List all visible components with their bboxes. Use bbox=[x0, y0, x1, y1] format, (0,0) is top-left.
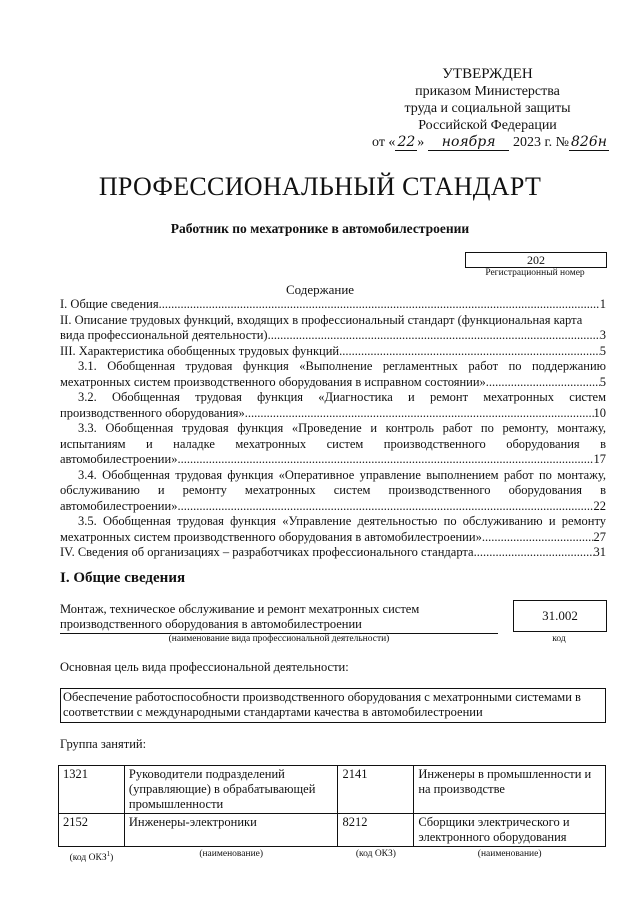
toc-entry[interactable]: автомобилестроении» ..... 22 bbox=[60, 499, 606, 515]
toc-entry-text[interactable]: 3.4. Обобщенная трудовая функция «Оперативное управление выполнением работ по монтажу, bbox=[78, 467, 606, 482]
occupation-name-cell: Инженеры-электроники bbox=[124, 814, 338, 847]
toc-entry-text[interactable]: 3.2. Обобщенная трудовая функция «Диагностика и ремонт мехатронных систем bbox=[78, 390, 606, 404]
toc-entry[interactable]: мехатронных систем производственного оборудования в автомобилестроении» ..... 27 bbox=[60, 530, 606, 546]
toc-entry-text[interactable]: 3.1. Обобщенная трудовая функция «Выполнение регламентных работ по поддержанию bbox=[78, 359, 606, 373]
occupation-name-caption: (наименование) bbox=[477, 849, 542, 859]
table-footer-row bbox=[59, 847, 606, 867]
goal-box: Обеспечение работоспособности производственного оборудования с мехатронными системами в соответствии с международными стандартами качества в автомобилестроении bbox=[60, 688, 606, 723]
okz-code-cell: 1321 bbox=[59, 766, 125, 814]
toc-entry[interactable]: вида профессиональной деятельности) ..... 3 bbox=[60, 328, 606, 344]
activity-kind-label: (наименование вида профессиональной деятельности) bbox=[168, 634, 390, 644]
section-heading: I. Общие сведения bbox=[60, 570, 186, 586]
occupation-name-cell: Сборщики электрического и электронного оборудования bbox=[414, 814, 606, 847]
occupation-group-label: Группа занятий: bbox=[60, 737, 147, 751]
approval-date: от « 22 » ноября 2023 г. № 826н bbox=[372, 134, 607, 150]
handwritten-day: 22 bbox=[397, 134, 416, 150]
approval-line: приказом Министерства bbox=[415, 84, 560, 99]
registration-number-label: Регистрационный номер bbox=[485, 268, 585, 278]
handwritten-number: 826н bbox=[571, 134, 607, 150]
approval-line: УТВЕРЖДЕН bbox=[442, 66, 533, 82]
okz-code-caption: (код ОКЗ) bbox=[355, 849, 396, 859]
occupation-table bbox=[58, 765, 606, 866]
activity-code-label: код bbox=[552, 634, 566, 644]
toc-entry[interactable]: IV. Сведения об организациях – разработчиках профессионального стандарта ..... 31 bbox=[60, 545, 606, 561]
okz-code-cell: 2141 bbox=[338, 766, 414, 814]
toc-title: Содержание bbox=[285, 282, 355, 297]
document-subtitle: Работник по мехатронике в автомобилестроении bbox=[170, 221, 470, 236]
okz-code-cell: 2152 bbox=[59, 814, 125, 847]
toc-entry-text[interactable]: 3.3. Обобщенная трудовая функция «Проведение и контроль работ по ремонту, монтажу, bbox=[78, 421, 606, 435]
toc-entry-text[interactable]: испытаниям и наладке мехатронных систем производственного оборудования в bbox=[60, 436, 606, 451]
document-title: ПРОФЕССИОНАЛЬНЫЙ СТАНДАРТ bbox=[98, 172, 542, 201]
toc-entry-text[interactable]: II. Описание трудовых функций, входящих в профессиональный стандарт (функциональная карта bbox=[60, 312, 583, 327]
occupation-name-cell: Руководители подразделений (управляющие) в обрабатывающей промышленности bbox=[124, 766, 338, 814]
okz-code-caption: (код ОКЗ$^1$) bbox=[69, 850, 114, 864]
activity-kind: Монтаж, техническое обслуживание и ремонт мехатронных систем производственного оборудования в автомобилестроении bbox=[60, 602, 420, 631]
table-row bbox=[59, 766, 606, 814]
toc-entry[interactable]: автомобилестроении» ..... 17 bbox=[60, 452, 606, 468]
toc-entry[interactable]: III. Характеристика обобщенных трудовых функций ..... 5 bbox=[60, 344, 606, 360]
activity-code-box: 31.002 bbox=[513, 600, 607, 632]
approval-block bbox=[372, 66, 607, 151]
occupation-name-cell: Инженеры в промышленности и на производстве bbox=[414, 766, 606, 814]
handwritten-month: ноября bbox=[428, 134, 510, 151]
toc-entry[interactable]: производственного оборудования» ..... 10 bbox=[60, 406, 606, 422]
toc-entry-text[interactable]: 3.5. Обобщенная трудовая функция «Управление деятельностью по обслуживанию и ремонту bbox=[78, 514, 606, 528]
approval-line: Российской Федерации bbox=[418, 118, 557, 133]
toc-entry-text[interactable]: обслуживанию и ремонту мехатронных систем производственного оборудования в bbox=[60, 483, 606, 497]
toc-entry[interactable]: мехатронных систем производственного оборудования в исправном состоянии» ..... 5 bbox=[60, 375, 606, 391]
table-row bbox=[59, 814, 606, 847]
goal-label: Основная цель вида профессиональной деятельности: bbox=[60, 660, 349, 674]
table-of-contents bbox=[60, 297, 606, 561]
occupation-name-caption: (наименование) bbox=[199, 849, 264, 859]
registration-number-box: 202 bbox=[465, 252, 607, 268]
okz-code-cell: 8212 bbox=[338, 814, 414, 847]
approval-line: труда и социальной защиты bbox=[404, 101, 571, 116]
toc-entry[interactable]: I. Общие сведения ..... 1 bbox=[60, 297, 606, 313]
